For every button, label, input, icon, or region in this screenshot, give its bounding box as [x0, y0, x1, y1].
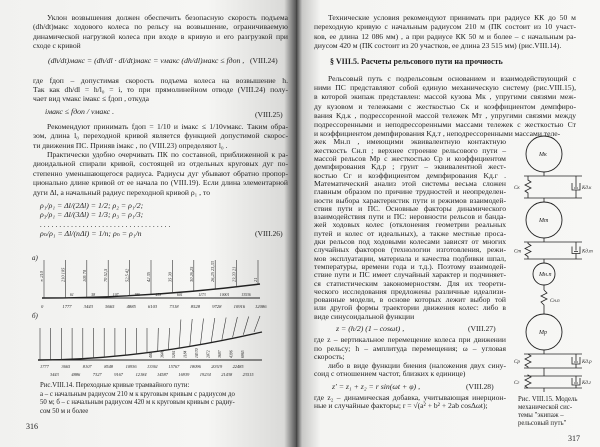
paragraph-line: ся статистическим закономерностям. Для их теорети- — [314, 278, 506, 288]
station-label: 22485 — [232, 364, 244, 369]
radius-line — [243, 317, 248, 335]
segment-label: 253 — [155, 293, 162, 297]
equation-viii-27: z = (h/2) (1 – cosωt) , — [336, 324, 405, 333]
section-heading: § VIII.5. Расчеты рельсового пути на прочность — [330, 57, 503, 66]
segment-label: 58 — [91, 293, 96, 297]
spring-label: Cк — [514, 186, 520, 191]
paragraph-line: рованные модели, в основе которых лежит выбор той — [314, 295, 506, 305]
radius-line — [254, 316, 260, 332]
radius-label: 26,25 23,33 — [210, 261, 216, 282]
paragraph-line: Рельсовый путь с подрельсовым основанием и взаимодействующий с — [328, 74, 576, 83]
figure-transition-curve-a — [30, 252, 275, 312]
figure-caption-line: а – с начальным радиусом 210 м к круговым кривым с радиусом до — [40, 390, 235, 398]
station-label: 3665 — [61, 364, 71, 369]
radius-line — [233, 317, 238, 337]
paragraph-line: соид с отношением частот, близких к единице) — [314, 369, 466, 378]
paragraph-line: случайных факторов (технологии изготовления, режи- — [314, 245, 506, 255]
radius-label: 210 105 — [60, 267, 66, 282]
paragraph-line: ти движения ПС. Приняв iмакс , по (VIII.23) определяют l₀ . — [33, 140, 228, 150]
paragraph-line: диусом 420 м (ПК состоит из 20 участков, ее длина 23 515 мм) (рис.VIII.14). — [314, 40, 562, 50]
radius-line — [201, 319, 204, 345]
mass-label: Mт — [539, 218, 549, 224]
station-label: 8528 — [190, 304, 200, 309]
paragraph-line: где z₂ – динамическая добавка, учитывающая инерцион- — [314, 392, 506, 402]
damper-label: Kд.т — [582, 249, 593, 255]
station-label: 16939 — [178, 372, 190, 377]
spring-label: Cн.п — [550, 299, 560, 304]
equation-number: (VIII.28) — [466, 381, 494, 391]
station-label: 21438 — [221, 372, 233, 377]
station-label: 8548 — [104, 364, 113, 369]
segment-label: 4396 — [229, 350, 234, 358]
segment-label: 401 — [149, 352, 153, 358]
radius-label: 35 30 — [167, 272, 173, 282]
segment-label: 1173 — [198, 293, 206, 297]
paragraph-line: переходную кривую с начальным радиусом 210 м (ПК состоит из 10 участ- — [314, 22, 576, 32]
equation-viii-25: iмакс ≤ fдоп / vмакс . — [45, 106, 115, 116]
station-label: 9728 — [212, 304, 222, 309]
station-label: 12086 — [255, 304, 267, 309]
segment-label: 5261 — [172, 350, 176, 358]
figure-mechanical-model — [512, 134, 600, 392]
right-page — [296, 0, 600, 447]
page-number: 316 — [26, 422, 38, 431]
segment-label: 10001 — [219, 293, 230, 297]
paragraph-line: дки рельсов под ходовыми колесами зависят от многих — [314, 237, 506, 246]
radius-label: 42 35 — [146, 272, 151, 282]
damper-label: Kд.р — [582, 360, 592, 365]
radius-label: 21 — [253, 277, 258, 282]
spring-label: Cг — [514, 381, 520, 386]
station-label: 4886 — [71, 372, 81, 377]
paragraph-line: виде синусоидальной функции — [314, 311, 415, 321]
paragraph-line: где fдоп – допустимая скорость подъема колеса на возвышение h. — [33, 75, 288, 85]
paragraph-line: по рельсу; h – амплитуда перемещения; ω – угловая — [314, 343, 506, 353]
figure-transition-curve-b — [30, 310, 275, 380]
segment-label: 3687 — [218, 350, 222, 358]
damper-icon — [572, 176, 580, 198]
segment-label: 10570 — [195, 348, 199, 358]
paragraph-line: ческого исследования предложены различные идеализи- — [314, 286, 506, 296]
station-label: 13361 — [147, 364, 158, 369]
paragraph-line: либо в виде функции биения (наложения двух сину- — [328, 360, 506, 370]
subfigure-label: а) — [32, 254, 38, 262]
figure-caption-line: 50 м; б – с начальным радиусом 420 м к круговым кривым с радиу- — [40, 399, 235, 407]
paragraph-line: подрессоренными и неподрессоренными массами тележек с жесткостью Cт — [314, 120, 576, 129]
radius-label: 105 70 — [81, 269, 87, 282]
paragraph-line: жек Mн.п , имеющими эквивалентную контактную — [314, 137, 506, 147]
station-label: 8107 — [82, 364, 92, 369]
station-label: 3443 — [83, 304, 93, 309]
equation-viii-24: (dh/dt)макс = (dh/dl · dl/dt)макс = vмакс (dh/dl)макс ≤ fдоп , — [48, 55, 245, 65]
paragraph-line: сходе с кривой — [33, 41, 81, 51]
paragraph-line: вания Kд.к , подрессоренной массой тележек Mт , упругими связями между — [314, 110, 576, 120]
spring-label: Cт — [514, 249, 521, 255]
spring-icon — [525, 242, 531, 259]
station-label: 5665 — [105, 304, 115, 309]
segment-label: 6965 — [241, 350, 245, 358]
equation-number: (VIII.26) — [255, 229, 283, 238]
radius-label: 70 52,5 — [103, 268, 109, 282]
paragraph-line: степенно уменьшающегося радиуса. Радиусы дуг убывают обратно пропор- — [33, 168, 288, 178]
paragraph-line: главным образом по причине трудностей и неопределен- — [314, 187, 506, 197]
station-label: 19234 — [199, 372, 211, 377]
paragraph-line: ционально длине кривой от ее начала по (VIII.19). Если длина элементарной — [33, 178, 288, 188]
figure-caption-line: механической сис- — [518, 404, 573, 411]
figure-caption-line: Рис. VIII.15. Модель — [518, 396, 578, 403]
station-label: 12184 — [135, 372, 147, 377]
spring-icon — [525, 176, 531, 198]
damper-label: Kд.г — [582, 381, 592, 386]
radius-line — [190, 319, 192, 346]
paragraph-line: (dh/dt)макс ходового колеса по рельсу на возвышение, ограничиваемую — [33, 22, 288, 32]
segment-label: 3640 — [160, 350, 165, 358]
figure-caption-line: рельсовый путь" — [518, 420, 567, 427]
equation-viii-28: z′ = z₁ + z₂ = r sin(ωt + φ) , — [332, 381, 421, 391]
paragraph-line: жей ходовых колес (отклонения геометрии реальных — [314, 220, 506, 230]
equation-number: (VIII.27) — [468, 324, 496, 333]
paragraph-line: Практически удобно очерчивать ПК по составной, приближенной к ра- — [47, 150, 288, 159]
damper-label: Kд.к — [582, 186, 592, 191]
mass-label: Mн.п — [539, 272, 552, 278]
equation-viii-26-line: ρ₃/ρ₁ = Δl/(3Δl) = 1/3; ρ₃ = ρ₁/3; — [40, 210, 144, 220]
segment-label: 61 — [70, 293, 74, 297]
paragraph-line: демпфирования Kд.р ; грунт – эквивалентной жест- — [314, 162, 506, 172]
spring-icon — [525, 375, 531, 388]
paragraph-line: ности выбора характеристик пути и режимов взаимодей- — [314, 195, 506, 205]
station-label: 4885 — [126, 304, 136, 309]
damper-icon — [572, 242, 580, 259]
radius-label: 30 26,25 — [188, 266, 194, 282]
paragraph-line: взаимодействия пути и ПС: неровности рельсов и банда- — [314, 212, 506, 222]
paragraph-line: в которой экипаж представлен: массой кузова Mк , упругими связями меж- — [314, 92, 576, 102]
paragraph-line: ду кузовом и тележками с жесткостью Cк и коэффициентом демпфиро- — [314, 101, 576, 111]
segment-label: 107 — [112, 293, 119, 297]
paragraph-line: путей и колес от идеальных), а также местные проса- — [314, 228, 506, 238]
paragraph-line: Уклон возвышения должен обеспечить безопасную скорость подъема — [47, 13, 288, 22]
segment-label: 185 — [134, 293, 140, 297]
figure-caption-line: темы "экипаж – — [518, 412, 564, 419]
station-label: 0 — [41, 304, 44, 309]
paragraph-line: жесткость Cн.п ; верхнее строение рельсового пути – — [314, 145, 506, 155]
paragraph-line: Так как dh/dl = h/l₀ = i, то при прямолинейном отводе (VIII.24) полу- — [33, 85, 288, 94]
paragraph-line: и коэффициентом демпфирования Kд.т , неподрессоренными массами теле- — [314, 129, 561, 139]
radius-line — [211, 318, 215, 342]
station-label: 7318 — [169, 304, 179, 309]
paragraph-line: ними ПС представляют собой единую механическую систему (рис.VIII.15), — [314, 83, 576, 93]
station-label: 10936 — [125, 364, 137, 369]
paragraph-line: динамической нагрузкой колеса при входе в кривую и его разгрузкой при — [33, 31, 288, 41]
paragraph-line: чает вид vмакс iмакс ≤ fдоп , откуда — [33, 94, 150, 104]
paragraph-line: мов эксплуатации, материала и качества подбивки шпал, — [314, 253, 506, 263]
segment-label: 1184 — [183, 350, 188, 358]
station-label: 10916 — [233, 304, 246, 309]
paragraph-line: Математический анализ этой системы весьма сложен — [314, 178, 506, 188]
equation-viii-26-line: . . . . . . . . . . . . . . . . . . . . . . . . . . . . . . . . . . — [40, 219, 171, 229]
segment-label: 601 — [177, 293, 183, 297]
paragraph-line: ков, ее длина 12 086 мм) , а при радиусе КК 50 м и более – с начальным ра- — [314, 31, 576, 41]
spring-label: Cр — [514, 360, 520, 365]
segment-label: 13536 — [241, 293, 251, 297]
spring-icon — [541, 290, 547, 314]
paragraph-line: где z – вертикальное перемещение колеса при движении — [314, 335, 506, 344]
damper-icon — [572, 354, 580, 368]
paragraph-line: ствия пути и ПС. Основные факторы динамического — [314, 203, 506, 213]
station-label: 9167 — [114, 372, 123, 377]
station-label: 6103 — [148, 304, 158, 309]
station-label: 20319 — [211, 364, 223, 369]
radius-line — [158, 328, 159, 352]
paragraph-line: скорость; — [314, 352, 345, 361]
paragraph-line: зом, длина l₀ переходной кривой является функцией допустимой скорос- — [33, 131, 288, 141]
damper-icon — [572, 376, 580, 388]
station-label: 23515 — [242, 372, 254, 377]
mass-label: Mр — [539, 330, 547, 336]
paragraph-line: или другой формы траектории движения колес: либо в — [314, 303, 506, 313]
segment-label: 2072 — [206, 350, 211, 358]
station-label: 1777 — [62, 304, 72, 309]
mass-label: Mк — [539, 152, 547, 158]
paragraph-line: ные и случайные факторы; r = √(a² + b² + 2ab cosΔωt); — [314, 401, 488, 410]
equation-number: (VIII.25) — [255, 109, 283, 119]
station-label: 1777 — [40, 364, 49, 369]
radius-label: 52,5 42 — [124, 268, 130, 282]
equation-number: (VIII.24) — [250, 55, 278, 65]
station-label: 14587 — [157, 372, 168, 377]
paragraph-line: массой рельсов Mр с жесткостью Cр и коэффициентом — [314, 154, 506, 163]
station-label: 18096 — [189, 364, 201, 369]
radius-line — [168, 328, 169, 350]
equation-viii-26-line: ρ₁/ρ₁ = Δl/(2Δl) = 1/2; ρ₂ = ρ₁/2; — [40, 201, 144, 210]
paragraph-line: диоидальной спирали кривой, состоящей из отдельных круговых дуг по- — [33, 159, 288, 169]
radius-label: ∞ 210 — [39, 271, 44, 282]
radius-label: 23,33 21 — [231, 266, 237, 282]
paragraph-line: дуги Δl, а начальный радиус переходной кривой ρ₁ , то — [33, 187, 210, 197]
radius-line — [179, 320, 181, 349]
subfigure-label: б) — [32, 312, 38, 320]
left-page — [0, 0, 296, 447]
paragraph-line: Рекомендуют принимать fдоп = 1/10 и iмакс ≤ 1/10vмакс. Таким обра- — [47, 121, 288, 131]
paragraph-line: Технические условия рекомендуют принимать при радиусе КК до 50 м — [328, 13, 576, 22]
station-label: 15767 — [168, 364, 180, 369]
equation-viii-26-line: ρₙ/ρ₁ = Δl/(nΔl) = 1/n; ρₙ = ρ₁/n — [40, 229, 142, 239]
figure-caption-line: Рис.VIII.14. Переходные кривые трамвайного пути: — [40, 382, 190, 389]
station-label: 3443 — [50, 372, 59, 377]
page-number: 317 — [568, 434, 580, 443]
radius-line — [222, 318, 226, 340]
figure-caption-line: сом 50 м и более — [40, 407, 89, 415]
paragraph-line: температуры, времени года и т.д.). Поэтому взаимодей- — [314, 261, 506, 271]
paragraph-line: ствие пути и ПС имеет случайный характер и подчиняет- — [314, 270, 506, 280]
spring-icon — [525, 354, 531, 368]
paragraph-line: костью Cг и коэффициентом демпфирования Kд.г . — [314, 170, 506, 180]
station-label: 7327 — [92, 372, 102, 377]
